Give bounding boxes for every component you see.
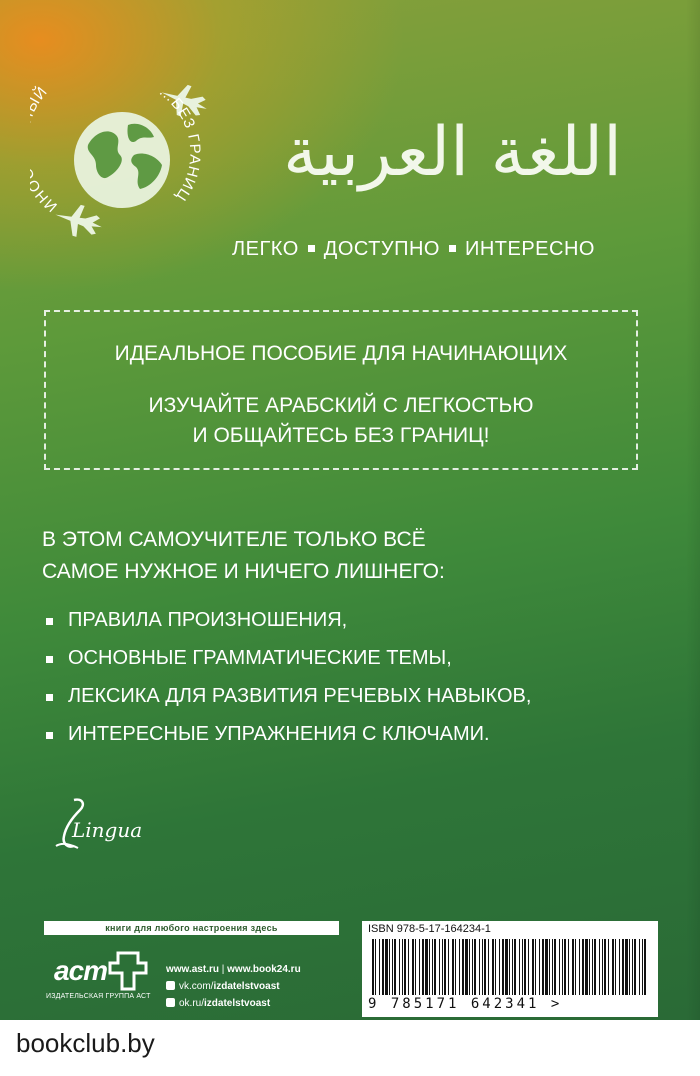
barcode-bar bbox=[568, 939, 569, 995]
barcode-bar bbox=[404, 939, 406, 995]
barcode-bar bbox=[385, 939, 388, 995]
barcode-bar bbox=[622, 939, 624, 995]
barcode-bar bbox=[545, 939, 548, 995]
barcode-bar bbox=[644, 939, 646, 995]
globe-icon bbox=[74, 112, 170, 208]
highlight-line: И ОБЩАЙТЕСЬ БЕЗ ГРАНИЦ! bbox=[192, 424, 490, 447]
barcode-bar bbox=[514, 939, 516, 995]
feature-list bbox=[44, 606, 531, 758]
barcode-bar bbox=[579, 939, 580, 995]
barcode-bar bbox=[549, 939, 550, 995]
bullet-icon bbox=[46, 694, 53, 701]
barcode-bar bbox=[442, 939, 443, 995]
barcode-bar bbox=[608, 939, 609, 995]
barcode-bar bbox=[389, 939, 390, 995]
tagline-dot bbox=[449, 245, 456, 252]
barcode-bar bbox=[415, 939, 416, 995]
barcode-bar bbox=[562, 939, 563, 995]
barcode-bar bbox=[512, 939, 513, 995]
barcode-bar bbox=[439, 939, 440, 995]
barcode-bar bbox=[539, 939, 540, 995]
vk-link[interactable]: izdatelstvoast bbox=[213, 981, 280, 992]
barcode-bar bbox=[625, 939, 628, 995]
tagline-dot bbox=[308, 245, 315, 252]
barcode-bar bbox=[375, 939, 376, 995]
intro-line: В ЭТОМ САМОУЧИТЕЛЕ ТОЛЬКО ВСЁ bbox=[42, 528, 426, 551]
barcode-bar bbox=[528, 939, 529, 995]
barcode-bar bbox=[639, 939, 640, 995]
barcode-bar bbox=[559, 939, 560, 995]
barcode-bar bbox=[432, 939, 433, 995]
barcode-bar bbox=[589, 939, 590, 995]
website-link[interactable]: www.book24.ru bbox=[227, 964, 301, 975]
barcode-bar bbox=[509, 939, 510, 995]
barcode-bar bbox=[402, 939, 403, 995]
ok-icon bbox=[166, 998, 175, 1007]
barcode-bar bbox=[392, 939, 393, 995]
ok-link[interactable]: izdatelstvoast bbox=[204, 998, 271, 1009]
highlight-box bbox=[44, 310, 638, 470]
barcode-bar bbox=[462, 939, 464, 995]
barcode-panel bbox=[362, 921, 658, 1017]
barcode-bar bbox=[532, 939, 534, 995]
barcode-bar bbox=[542, 939, 544, 995]
airplane-icon bbox=[51, 199, 106, 242]
publisher-slogan: книги для любого настроения здесь bbox=[44, 921, 339, 935]
barcode-bar bbox=[429, 939, 430, 995]
website-link[interactable]: www.ast.ru bbox=[166, 964, 219, 975]
bullet-icon bbox=[46, 656, 53, 663]
barcode-bar bbox=[615, 939, 616, 995]
barcode-bar bbox=[592, 939, 593, 995]
barcode-bar bbox=[632, 939, 633, 995]
bullet-icon bbox=[46, 618, 53, 625]
barcode-bar bbox=[444, 939, 446, 995]
barcode-bar bbox=[482, 939, 483, 995]
globe-logo-graphic bbox=[30, 55, 230, 245]
barcode-bar bbox=[474, 939, 476, 995]
lingua-logo bbox=[52, 796, 162, 856]
barcode-bar bbox=[582, 939, 584, 995]
barcode-bar bbox=[425, 939, 428, 995]
barcode-bar bbox=[502, 939, 504, 995]
barcode-bar bbox=[519, 939, 520, 995]
barcode-bar bbox=[599, 939, 600, 995]
barcode-bar bbox=[612, 939, 614, 995]
barcode-bar bbox=[459, 939, 460, 995]
barcode-bar bbox=[455, 939, 456, 995]
barcode-bar bbox=[505, 939, 508, 995]
vk-icon bbox=[166, 981, 175, 990]
highlight-line: ИДЕАЛЬНОЕ ПОСОБИЕ ДЛЯ НАЧИНАЮЩИХ bbox=[114, 342, 568, 365]
tagline-word: ЛЕГКО bbox=[232, 238, 299, 260]
barcode-bar bbox=[492, 939, 494, 995]
barcode-bar bbox=[499, 939, 500, 995]
barcode-bar bbox=[602, 939, 603, 995]
ast-logo bbox=[46, 945, 156, 1010]
lingua-word: Lingua bbox=[72, 818, 143, 842]
social-row-vk: vk.com/izdatelstvoast bbox=[166, 980, 301, 997]
tagline-word: ИНТЕРЕСНО bbox=[464, 238, 595, 260]
barcode-bar bbox=[422, 939, 424, 995]
website-row: www.ast.ru | www.book24.ru bbox=[166, 964, 301, 975]
list-item: ИНТЕРЕСНЫЕ УПРАЖНЕНИЯ С КЛЮЧАМИ. bbox=[44, 720, 531, 758]
barcode-bar bbox=[524, 939, 526, 995]
barcode-bar bbox=[379, 939, 380, 995]
barcode-bar bbox=[412, 939, 414, 995]
list-item: ОСНОВНЫЕ ГРАММАТИЧЕСКИЕ ТЕМЫ, bbox=[44, 644, 531, 682]
barcode-graphic bbox=[370, 939, 650, 995]
social-row-ok: ok.ru/izdatelstvoast bbox=[166, 997, 301, 1014]
barcode-bar bbox=[634, 939, 636, 995]
series-logo bbox=[30, 55, 230, 245]
barcode-bar bbox=[488, 939, 489, 995]
barcode-bar bbox=[372, 939, 374, 995]
bullet-icon bbox=[46, 732, 53, 739]
highlight-line: ИЗУЧАЙТЕ АРАБСКИЙ С ЛЕГКОСТЬЮ bbox=[148, 394, 534, 417]
barcode-bar bbox=[594, 939, 596, 995]
barcode-bar bbox=[604, 939, 606, 995]
barcode-bar bbox=[522, 939, 523, 995]
barcode-bar bbox=[382, 939, 384, 995]
barcode-bar bbox=[642, 939, 643, 995]
logo-arc-right: …БЕЗ ГРАНИЦ bbox=[155, 82, 204, 205]
list-item: ЛЕКСИКА ДЛЯ РАЗВИТИЯ РЕЧЕВЫХ НАВЫКОВ, bbox=[44, 682, 531, 720]
logo-arc-top: ИН Й bbox=[30, 83, 61, 216]
barcode-bar bbox=[419, 939, 420, 995]
barcode-digits: 9 785171 642341 > bbox=[368, 996, 563, 1012]
barcode-bar bbox=[434, 939, 436, 995]
publisher-contacts bbox=[166, 963, 301, 1014]
barcode-bar bbox=[564, 939, 566, 995]
barcode-bar bbox=[535, 939, 536, 995]
barcode-bar bbox=[472, 939, 473, 995]
barcode-bar bbox=[479, 939, 480, 995]
barcode-bar bbox=[495, 939, 496, 995]
barcode-bar bbox=[552, 939, 553, 995]
barcode-bar bbox=[399, 939, 400, 995]
page-footer bbox=[0, 1020, 700, 1076]
barcode-bar bbox=[469, 939, 470, 995]
tagline-word: ДОСТУПНО bbox=[323, 238, 440, 260]
watermark-site: bookclub.by bbox=[16, 1028, 155, 1058]
barcode-bar bbox=[619, 939, 620, 995]
barcode-bar bbox=[554, 939, 556, 995]
ast-figure-icon bbox=[108, 949, 148, 993]
isbn-label: ISBN 978-5-17-164234-1 bbox=[368, 923, 491, 935]
barcode-bar bbox=[448, 939, 449, 995]
barcode-bar bbox=[572, 939, 574, 995]
barcode-bar bbox=[452, 939, 454, 995]
tagline bbox=[232, 238, 622, 261]
barcode-bar bbox=[585, 939, 588, 995]
barcode-bar bbox=[575, 939, 576, 995]
intro-line: САМОЕ НУЖНОЕ И НИЧЕГО ЛИШНЕГО: bbox=[42, 560, 445, 583]
barcode-bar bbox=[465, 939, 468, 995]
barcode-bar bbox=[394, 939, 396, 995]
barcode-bar bbox=[629, 939, 630, 995]
barcode-bar bbox=[408, 939, 409, 995]
ast-brand: аст bbox=[54, 955, 108, 986]
barcode-bar bbox=[484, 939, 486, 995]
ast-subtitle: ИЗДАТЕЛЬСКАЯ ГРУППА АСТ bbox=[46, 993, 151, 1000]
list-item: ПРАВИЛА ПРОИЗНОШЕНИЯ, bbox=[44, 606, 531, 644]
book-title-arabic: اللغة العربية bbox=[283, 113, 622, 192]
